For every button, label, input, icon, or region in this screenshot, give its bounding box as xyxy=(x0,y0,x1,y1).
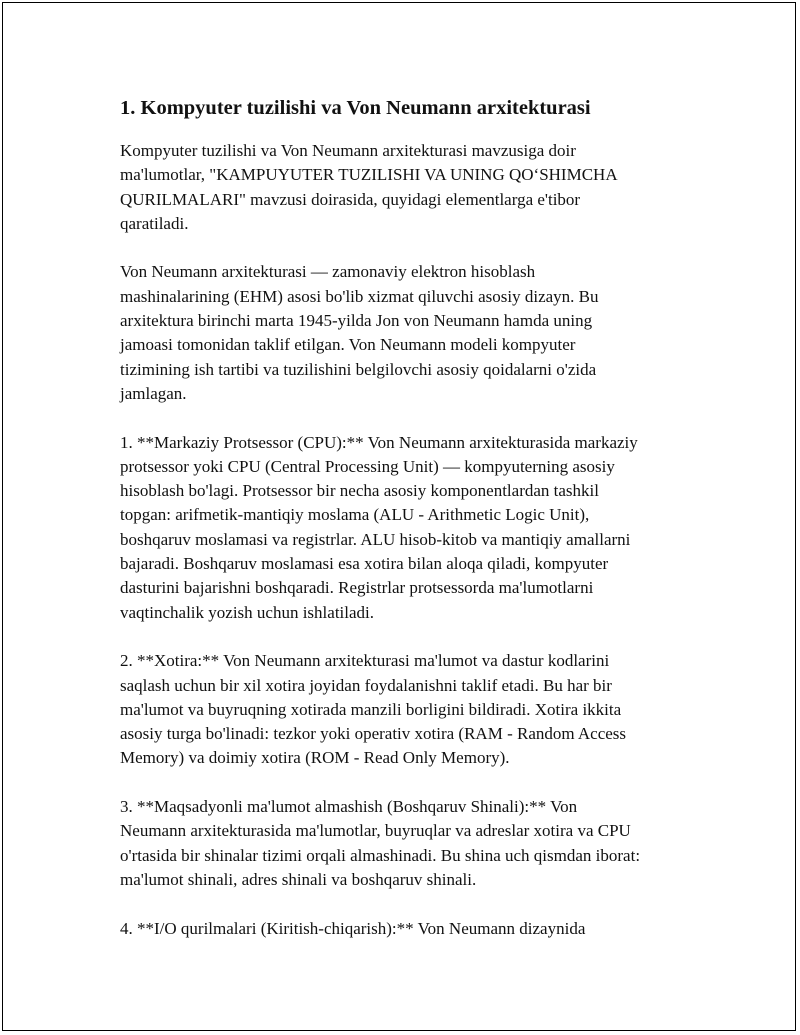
document-page xyxy=(2,2,796,1031)
intro-paragraph: Kompyuter tuzilishi va Von Neumann arxitekturasi mavzusiga doir ma'lumotlar, "KAMPUYUTER TUZILISHI VA UNING QO‘SHIMCHA QURILMALARI" mavzusi doirasida, quyidagi elementlarga e'tibor qaratiladi. xyxy=(120,141,618,233)
von-neumann-paragraph: Von Neumann arxitekturasi — zamonaviy elektron hisoblash mashinalarining (EHM) asosi bo'lib xizmat qiluvchi asosiy dizayn. Bu arxitektura birinchi marta 1945-yilda Jon von Neumann hamda uning jamoasi tomonidan taklif etilgan. Von Neumann modeli kompyuter tizimining ish tartibi va tuzilishini belgilovchi asosiy qoidalarni o'zida jamlagan. xyxy=(120,262,599,403)
cpu-paragraph: 1. **Markaziy Protsessor (CPU):** Von Neumann arxitekturasida markaziy protsessor yoki CPU (Central Processing Unit) — kompyuterning asosiy hisoblash bo'lagi. Protsessor bir necha asosiy komponentlardan tashkil topgan: arifmetik-mantiqiy moslama (ALU - Arithmetic Logic Unit), boshqaruv moslamasi va registrlar. ALU hisob-kitob va mantiqiy amallarni bajaradi. Boshqaruv moslamasi esa xotira bilan aloqa qiladi, kompyuter dasturini bajarishni boshqaradi. Registrlar protsessorda ma'lumotlarni vaqtinchalik yozish uchun ishlatiladi. xyxy=(120,432,638,622)
bus-paragraph: 3. **Maqsadyonli ma'lumot almashish (Boshqaruv Shinali):** Von Neumann arxitekturasida ma'lumotlar, buyruqlar va adreslar xotira va CPU o'rtasida bir shinalar tizimi orqali almashinadi. Bu shina uch qismdan iborat: ma'lumot shinali, adres shinali va boshqaruv shinali. xyxy=(120,797,641,889)
memory-paragraph: 2. **Xotira:** Von Neumann arxitekturasi ma'lumot va dastur kodlarini saqlash uchun bir xil xotira joyidan foydalanishni taklif etadi. Bu har bir ma'lumot va buyruqning xotirada manzili borligini bildiradi. Xotira ikkita asosiy turga bo'linadi: tezkor yoki operativ xotira (RAM - Random Access Memory) va doimiy xotira (ROM - Read Only Memory). xyxy=(120,651,627,768)
document-body xyxy=(120,95,700,965)
document-title: 1. Kompyuter tuzilishi va Von Neumann arxitekturasi xyxy=(120,97,591,119)
io-paragraph: 4. **I/O qurilmalari (Kiritish-chiqarish):** Von Neumann dizaynida xyxy=(120,918,586,938)
